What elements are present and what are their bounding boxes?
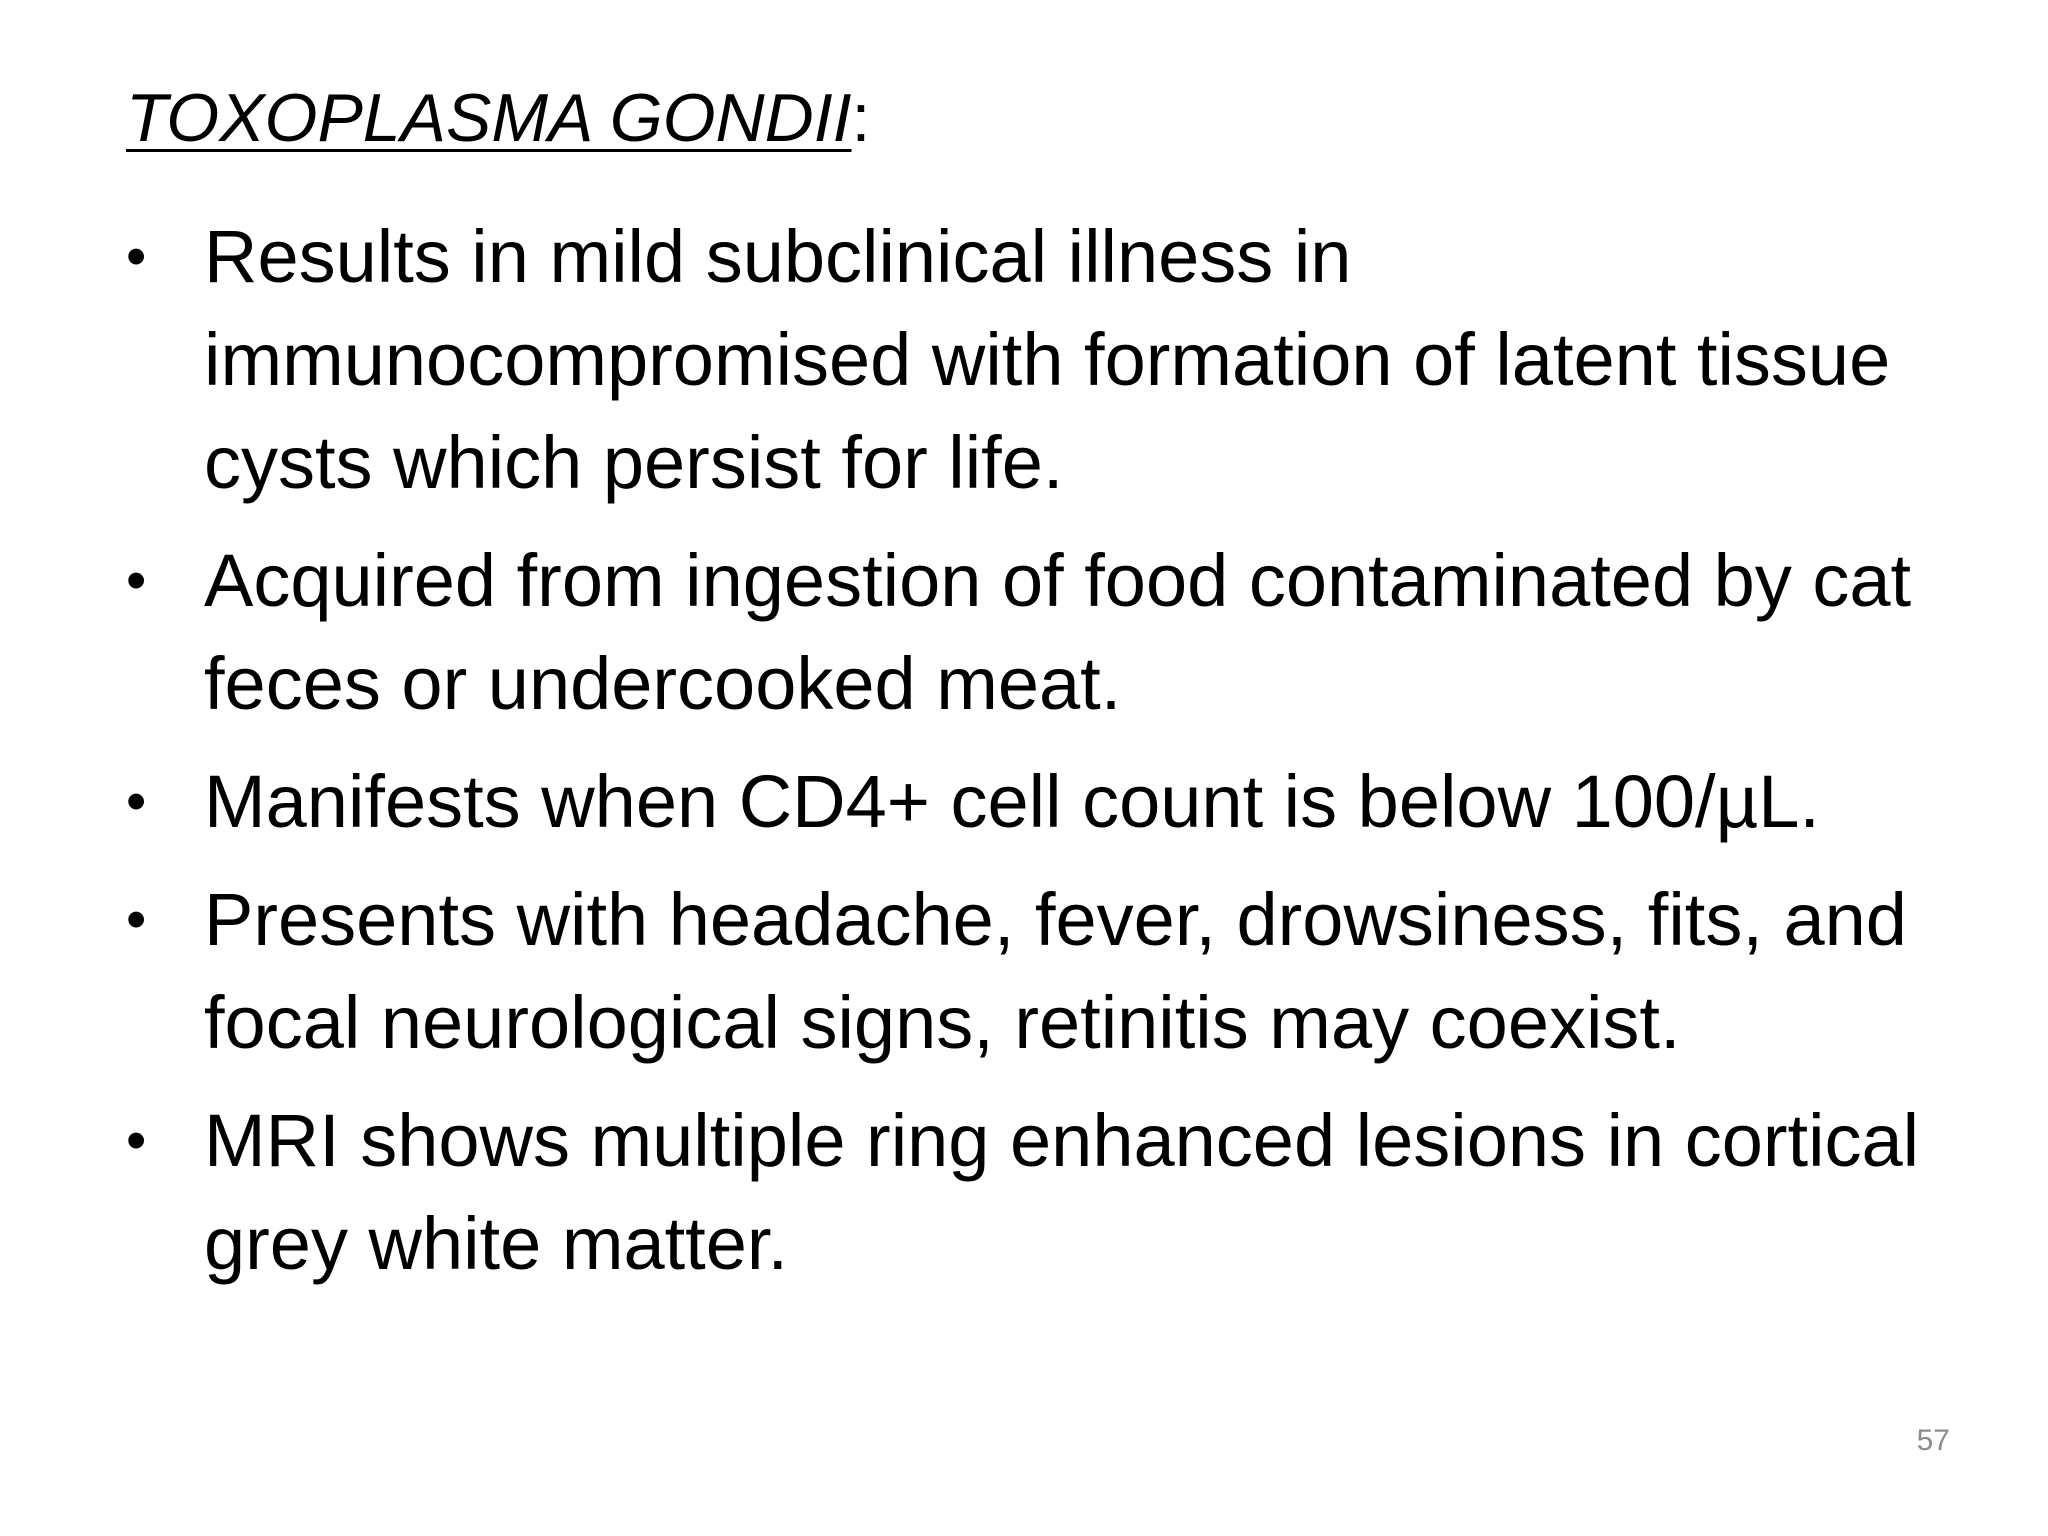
bullet-text: Presents with headache, fever, drowsiness, fits, and focal neurological signs, retinitis may coexist. [204,878,1907,1064]
bullet-item [126,750,1966,853]
bullet-item [126,1089,1966,1295]
slide-title [126,78,870,160]
page-number: 57 [1916,1424,1950,1457]
bullet-text: Acquired from ingestion of food contaminated by cat feces or undercooked meat. [204,539,1912,725]
bullet-list [126,205,1966,1310]
title-text: TOXOPLASMA GONDII [126,80,852,156]
title-colon: : [851,80,871,156]
bullet-icon: • [126,548,147,613]
bullet-icon: • [126,769,147,834]
bullet-icon: • [126,224,147,289]
bullet-item [126,529,1966,735]
bullet-icon: • [126,1108,147,1173]
bullet-text: MRI shows multiple ring enhanced lesions in cortical grey white matter. [204,1099,1920,1285]
bullet-text: Results in mild subclinical illness in immunocompromised with formation of latent tissue cysts which persist for life. [204,215,1891,504]
bullet-text: Manifests when CD4+ cell count is below 100/µL. [204,760,1820,843]
bullet-item [126,205,1966,514]
bullet-icon: • [126,887,147,952]
bullet-item [126,868,1966,1074]
